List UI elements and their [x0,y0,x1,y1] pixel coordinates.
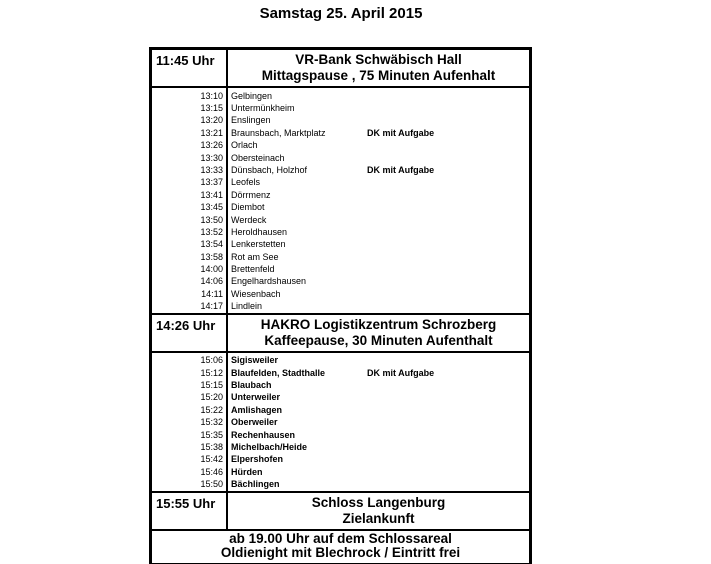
stop-time: 13:15 [152,102,228,114]
stop-row [152,441,529,453]
stop-name: Michelbach/Heide [231,441,308,452]
stop-row [152,102,529,114]
stop-note: DK mit Aufgabe [367,127,435,138]
stop-row [152,214,529,226]
stop-row [152,152,529,164]
section-title-cell [228,493,529,529]
section-header [152,50,529,88]
stop-time: 15:32 [152,416,228,428]
stop-time: 13:20 [152,114,228,126]
section-time-cell: 14:26 Uhr [152,315,228,351]
stop-name: Engelhardshausen [231,276,307,287]
stop-row [152,139,529,151]
stop-name: Oberweiler [231,417,278,428]
footer-line2: Oldienight mit Blechrock / Eintritt frei [220,545,461,561]
stop-name: Obersteinach [231,152,285,163]
stop-note: DK mit Aufgabe [367,367,435,378]
stop-name: Brettenfeld [231,264,275,275]
stop-row [152,300,529,312]
stop-main [228,404,529,416]
stop-row [152,391,529,403]
stop-name: Dünsbach, Holzhof [231,164,308,175]
page-title: Samstag 25. April 2015 [259,5,423,22]
stop-row [152,238,529,250]
stop-main [228,367,529,379]
section-title-line1: Schloss Langenburg [311,494,446,510]
stop-name: Wiesenbach [231,288,281,299]
section-header [152,315,529,353]
stop-time: 14:00 [152,263,228,275]
stop-main [228,275,529,287]
section-title-line2: Kaffeepause, 30 Minuten Aufenthalt [264,332,493,348]
stop-name: Bächlingen [231,479,280,490]
stop-row [152,263,529,275]
stop-time: 13:54 [152,238,228,250]
stop-time: 15:38 [152,441,228,453]
stop-note: DK mit Aufgabe [367,164,435,175]
stop-main [228,176,529,188]
section-title-line2: Zielankunft [342,510,415,526]
stop-time: 15:50 [152,478,228,490]
stop-time: 15:20 [152,391,228,403]
footer-row [152,531,529,563]
stop-row [152,404,529,416]
stop-main [228,139,529,151]
stop-time: 14:06 [152,275,228,287]
stop-time: 13:10 [152,88,228,102]
footer-line1: ab 19.00 Uhr auf dem Schlossareal [229,530,452,546]
stop-main [228,226,529,238]
stop-time: 13:30 [152,152,228,164]
stop-main [228,478,529,490]
stop-time: 13:33 [152,164,228,176]
stop-main [228,379,529,391]
stop-name: Braunsbach, Marktplatz [231,127,326,138]
stop-main [228,102,529,114]
stop-name: Diembot [231,202,265,213]
stops-list [152,88,529,315]
stop-time: 14:17 [152,300,228,312]
stop-main [228,214,529,226]
stop-time: 13:37 [152,176,228,188]
stop-name: Leofels [231,177,261,188]
stop-row [152,379,529,391]
stop-row [152,416,529,428]
stop-name: Rechenhausen [231,429,296,440]
stop-main [228,441,529,453]
section-title-line1: VR-Bank Schwäbisch Hall [295,52,462,67]
stop-row [152,226,529,238]
stop-time: 13:52 [152,226,228,238]
section-title-line2: Mittagspause , 75 Minuten Aufenhalt [261,68,496,83]
stop-row [152,453,529,465]
section-title-cell [228,315,529,351]
stop-row [152,201,529,213]
stop-name: Amlishagen [231,404,283,415]
stop-name: Lenkerstetten [231,239,286,250]
stop-main [228,238,529,250]
stop-main [228,466,529,478]
section-title-line1: HAKRO Logistikzentrum Schrozberg [260,316,497,332]
stop-row [152,189,529,201]
stop-time: 13:26 [152,139,228,151]
stop-time: 13:41 [152,189,228,201]
stop-row [152,127,529,139]
stop-time: 13:21 [152,127,228,139]
stop-row [152,88,529,102]
stop-time: 15:35 [152,429,228,441]
stop-main [228,263,529,275]
stop-name: Orlach [231,140,258,151]
stop-row [152,353,529,367]
stop-time: 15:15 [152,379,228,391]
stop-time: 15:46 [152,466,228,478]
stop-name: Rot am See [231,251,279,262]
stop-row [152,164,529,176]
stop-main [228,416,529,428]
stop-row [152,275,529,287]
stop-time: 15:42 [152,453,228,465]
section-time-cell: 11:45 Uhr [152,50,228,86]
stop-main [228,453,529,465]
stop-time: 13:45 [152,201,228,213]
stop-main [228,189,529,201]
stop-name: Blaufelden, Stadthalle [231,367,326,378]
stop-main [228,391,529,403]
stop-name: Gelbingen [231,90,273,101]
stop-time: 14:11 [152,288,228,300]
stop-main [228,251,529,263]
stop-row [152,114,529,126]
stop-main [228,114,529,126]
stop-time: 15:22 [152,404,228,416]
stop-main [228,429,529,441]
stop-row [152,466,529,478]
stop-name: Elpershofen [231,454,284,465]
stop-time: 15:06 [152,353,228,367]
stop-main [228,353,529,367]
stop-row [152,429,529,441]
stop-row [152,176,529,188]
stop-time: 15:12 [152,367,228,379]
stop-name: Untermünkheim [231,103,295,113]
stop-name: Hürden [231,466,263,477]
stop-name: Enslingen [231,115,271,126]
stop-row [152,478,529,490]
stop-main [228,288,529,300]
stop-row [152,288,529,300]
stop-name: Sigisweiler [231,355,279,366]
stop-name: Blaubach [231,380,272,391]
section-title-cell [228,50,529,86]
section-header [152,493,529,531]
stop-main [228,152,529,164]
schedule-table [149,47,532,564]
stop-name: Werdeck [231,214,267,225]
stop-row [152,251,529,263]
stop-name: Lindlein [231,301,263,312]
stops-list [152,353,529,493]
section-time-cell: 15:55 Uhr [152,493,228,529]
stop-main [228,88,529,102]
stop-main [228,201,529,213]
stop-row [152,367,529,379]
stop-main [228,300,529,312]
stop-name: Dörrmenz [231,189,271,200]
stop-name: Heroldhausen [231,226,288,237]
stop-main [228,164,529,176]
stop-name: Unterweiler [231,392,281,403]
stop-time: 13:50 [152,214,228,226]
stop-time: 13:58 [152,251,228,263]
stop-main [228,127,529,139]
